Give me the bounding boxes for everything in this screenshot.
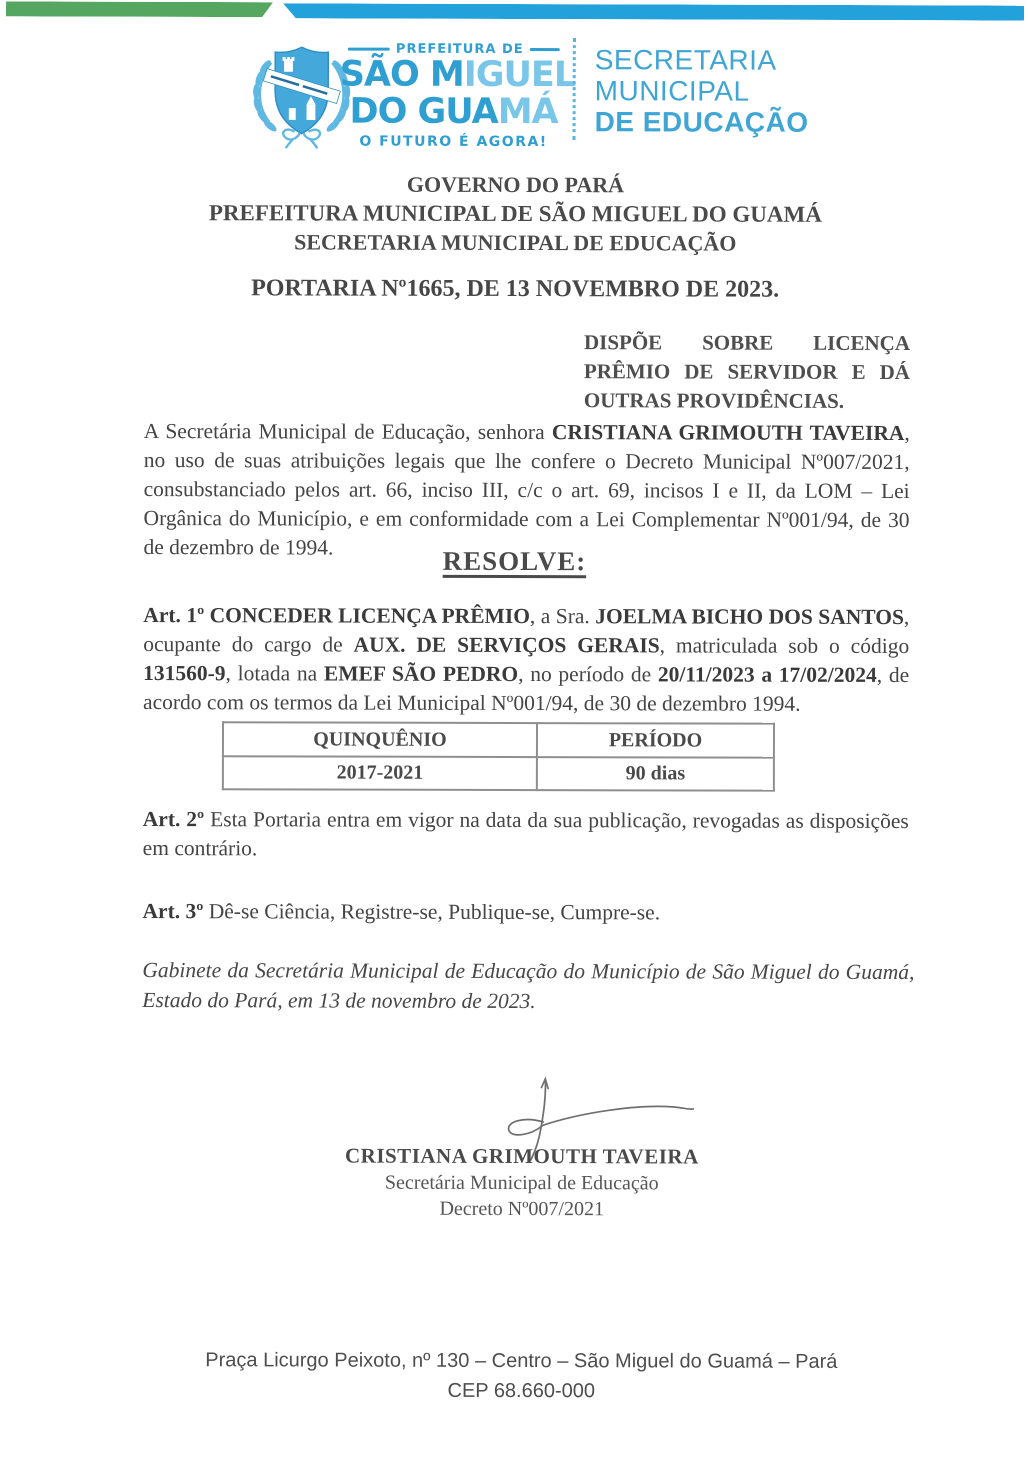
signatory-role: Secretária Municipal de Educação (384, 1171, 659, 1195)
secretariat-line1: SECRETARIA (594, 44, 777, 76)
resolve-heading (0, 545, 1028, 579)
heading-prefeitura: PREFEITURA MUNICIPAL DE SÃO MIGUEL DO GUAMÁ (208, 200, 822, 227)
secretariat-line3: DE EDUCAÇÃO (594, 106, 809, 138)
resolve-label: RESOLVE: (442, 545, 587, 577)
footer-cep: CEP 68.660-000 (447, 1379, 596, 1403)
gabinete-line: Gabinete da Secretária Municipal de Educação do Município de São Miguel do Guamá, Estado do Pará, em 13 de novembro de 2023. (142, 958, 915, 1014)
article-3: Art. 3º Dê-se Ciência, Registre-se, Publique-se, Cumpre-se. (142, 899, 661, 925)
kicker-dash-left (348, 48, 390, 51)
secretariat-line2: MUNICIPAL (594, 75, 750, 107)
table-cell-periodo: 90 dias (537, 757, 774, 791)
table-row (223, 756, 774, 790)
heading-secretaria: SECRETARIA MUNICIPAL DE EDUCAÇÃO (294, 229, 737, 256)
table-cell-quinquenio: 2017-2021 (223, 756, 537, 790)
signatory-decree: Decreto Nº007/2021 (439, 1197, 605, 1221)
city-line1-light: IGUEL (463, 54, 576, 96)
quinquennium-table (222, 721, 775, 791)
table-header-quinquenio: QUINQUÊNIO (223, 722, 537, 757)
table-header-periodo: PERÍODO (537, 723, 774, 758)
preamble-paragraph: A Secretária Municipal de Educação, senhora CRISTIANA GRIMOUTH TAVEIRA, no uso de suas atribuições legais que lhe confere o Decreto Municipal Nº007/2021, consubstanciado pelos art. 66, inciso III, c/c o art. 69, incisos I e II, da LOM – Lei Orgânica do Município, e em conformidade com a Lei Complementar Nº001/94, de 30 de dezembro de 1994. (143, 419, 910, 560)
signatory-name: CRISTIANA GRIMOUTH TAVEIRA (344, 1143, 699, 1169)
city-line2-dark: DO GUA (349, 91, 498, 132)
footer-address: Praça Licurgo Peixoto, nº 130 – Centro – São Miguel do Guamá – Pará (205, 1349, 838, 1373)
document-heading (1, 169, 1028, 259)
city-line1-dark: SÃO M (339, 54, 464, 95)
city-slogan: O FUTURO É AGORA! (359, 133, 548, 151)
heading-governo: GOVERNO DO PARÁ (406, 171, 625, 198)
kicker-label: PREFEITURA DE (395, 41, 524, 58)
header-dotted-divider (573, 38, 576, 140)
city-wordmark (339, 41, 576, 151)
city-name-line2 (340, 91, 568, 133)
portaria-title: PORTARIA Nº1665, DE 13 NOVEMBRO DE 2023. (251, 275, 780, 303)
table-header-row (223, 722, 774, 757)
city-line2-light: MÁ (497, 91, 558, 133)
city-name-line1 (339, 54, 576, 96)
article-2: Art. 2º Esta Portaria entra em vigor na data da sua publicação, revogadas as disposições em contrário. (142, 807, 909, 861)
article-1: Art. 1º CONCEDER LICENÇA PRÊMIO, a Sra. JOELMA BICHO DOS SANTOS, ocupante do cargo de AUX. DE SERVIÇOS GERAIS, matriculada sob o código 131560-9, lotada na EMEF SÃO PEDRO, no período de 20/11/2023 a 17/02/2024, de acordo com os termos da Lei Municipal Nº001/94, de 30 de dezembro 1994. (143, 603, 910, 716)
secretariat-lockup (595, 44, 809, 138)
ementa-text: DISPÕE SOBRE LICENÇA PRÊMIO DE SERVIDOR E DÁ OUTRAS PROVIDÊNCIAS. (583, 330, 911, 413)
kicker-dash-right (530, 48, 560, 51)
